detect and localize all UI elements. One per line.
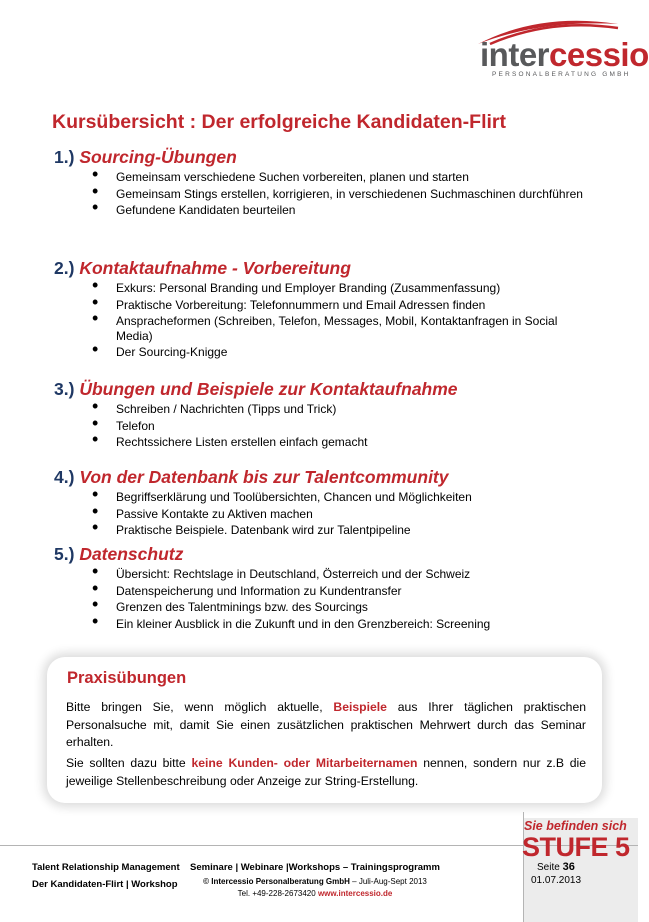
list-item: • Anspracheformen (Schreiben, Telefon, Messages, Mobil, Kontaktanfragen in Social Media) [54,314,594,343]
intercessio-logo [470,10,649,80]
section-3 [54,379,594,452]
praxis-paragraph-2 [66,755,586,790]
bullet-list [54,281,594,360]
footer-period: – Juli-Aug-Sept 2013 [349,877,427,886]
footer-center [185,859,445,900]
footer-left [32,859,180,893]
page-indicator [537,861,575,873]
section-5 [54,544,594,633]
footer-left-line2: Der Kandidaten-Flirt | Workshop [32,879,178,890]
list-item: • Rechtssichere Listen erstellen einfach gemacht [54,435,594,450]
list-item: • Telefon [54,419,594,434]
footer-contact-line [185,888,445,900]
list-item: • Übersicht: Rechtslage in Deutschland, Österreich und der Schweiz [54,567,594,582]
footer-copyright-line [185,876,445,888]
bullet-list [54,170,594,218]
section-heading [54,147,594,168]
section-title: Von der Datenbank bis zur Talentcommunity [79,467,449,487]
footer-left-line1: Talent Relationship Management [32,862,180,873]
footer-website-link[interactable]: www.intercessio.de [317,889,393,898]
logo-text-inter: inter [480,36,550,73]
section-2 [54,258,594,362]
praxis-text: Sie sollten dazu bitte [66,756,192,770]
list-item: • Gemeinsam verschiedene Suchen vorbereiten, planen und starten [54,170,594,185]
section-heading [54,544,594,565]
section-heading [54,379,594,400]
list-item: • Grenzen des Talentminings bzw. des Sourcings [54,600,594,615]
praxis-text: Bitte bringen Sie, wenn möglich aktuelle, [66,700,334,714]
footer-copyright: © Intercessio Personalberatung GmbH [203,877,350,886]
page-label: Seite [537,862,563,873]
section-number: 3.) [54,379,75,399]
logo-wordmark [480,38,649,71]
bullet-list [54,402,594,450]
footer-center-line1: Seminare | Webinare |Workshops – Trainingsprogramm [190,862,440,873]
list-item: • Passive Kontakte zu Aktiven machen [54,507,594,522]
section-number: 5.) [54,544,75,564]
list-item: • Praktische Beispiele. Datenbank wird zur Talentpipeline [54,523,594,538]
list-item: • Ein kleiner Ausblick in die Zukunft und in den Grenzbereich: Screening [54,617,594,632]
page-number: 36 [562,861,575,873]
list-item: • Gemeinsam Stings erstellen, korrigieren, in verschiedenen Suchmaschinen durchführen [54,187,594,202]
section-4 [54,467,594,540]
bullet-list [54,567,594,631]
list-item: • Der Sourcing-Knigge [54,345,594,360]
section-heading [54,467,594,488]
logo-text-cessio: cessio [549,36,649,73]
list-item: • Praktische Vorbereitung: Telefonnummern und Email Adressen finden [54,298,594,313]
section-title: Kontaktaufnahme - Vorbereitung [79,258,351,278]
page-date: 01.07.2013 [531,875,582,886]
praxis-text: nennen, sondern nur z.B die jeweilige Stellenbeschreibung oder Anzeige zur String-Erstellung. [66,756,586,788]
footer-tel: Tel. +49-228-2673420 [237,889,318,898]
list-item: • Gefundene Kandidaten beurteilen [54,203,594,218]
status-label: Sie befinden sich [524,819,627,833]
section-number: 4.) [54,467,75,487]
list-item: • Exkurs: Personal Branding und Employer Branding (Zusammenfassung) [54,281,594,296]
logo-subtitle: PERSONALBERATUNG GMBH [492,71,631,78]
section-heading [54,258,594,279]
page-title: Kursübersicht : Der erfolgreiche Kandidaten-Flirt [52,111,506,133]
list-item: • Begriffserklärung und Toolübersichten, Chancen und Möglichkeiten [54,490,594,505]
praxis-paragraph-1 [66,699,586,752]
praxis-highlight: keine Kunden- oder Mitarbeiternamen [191,756,418,770]
praxis-box [47,657,602,803]
bullet-list [54,490,594,538]
praxis-title: Praxisübungen [67,669,187,687]
section-number: 2.) [54,258,75,278]
section-title: Übungen und Beispiele zur Kontaktaufnahme [79,379,458,399]
praxis-text: aus Ihrer täglichen praktischen Personalsuche mit, damit Sie einen zusätzlichen praktischen Mehrwert durch das Seminar erhalten. [66,700,586,749]
section-title: Sourcing-Übungen [79,147,237,167]
section-number: 1.) [54,147,75,167]
list-item: • Schreiben / Nachrichten (Tipps und Trick) [54,402,594,417]
praxis-highlight: Beispiele [333,700,387,714]
status-stage: STUFE 5 [522,832,630,862]
section-1 [54,147,594,220]
list-item: • Datenspeicherung und Information zu Kundentransfer [54,584,594,599]
section-title: Datenschutz [79,544,184,564]
